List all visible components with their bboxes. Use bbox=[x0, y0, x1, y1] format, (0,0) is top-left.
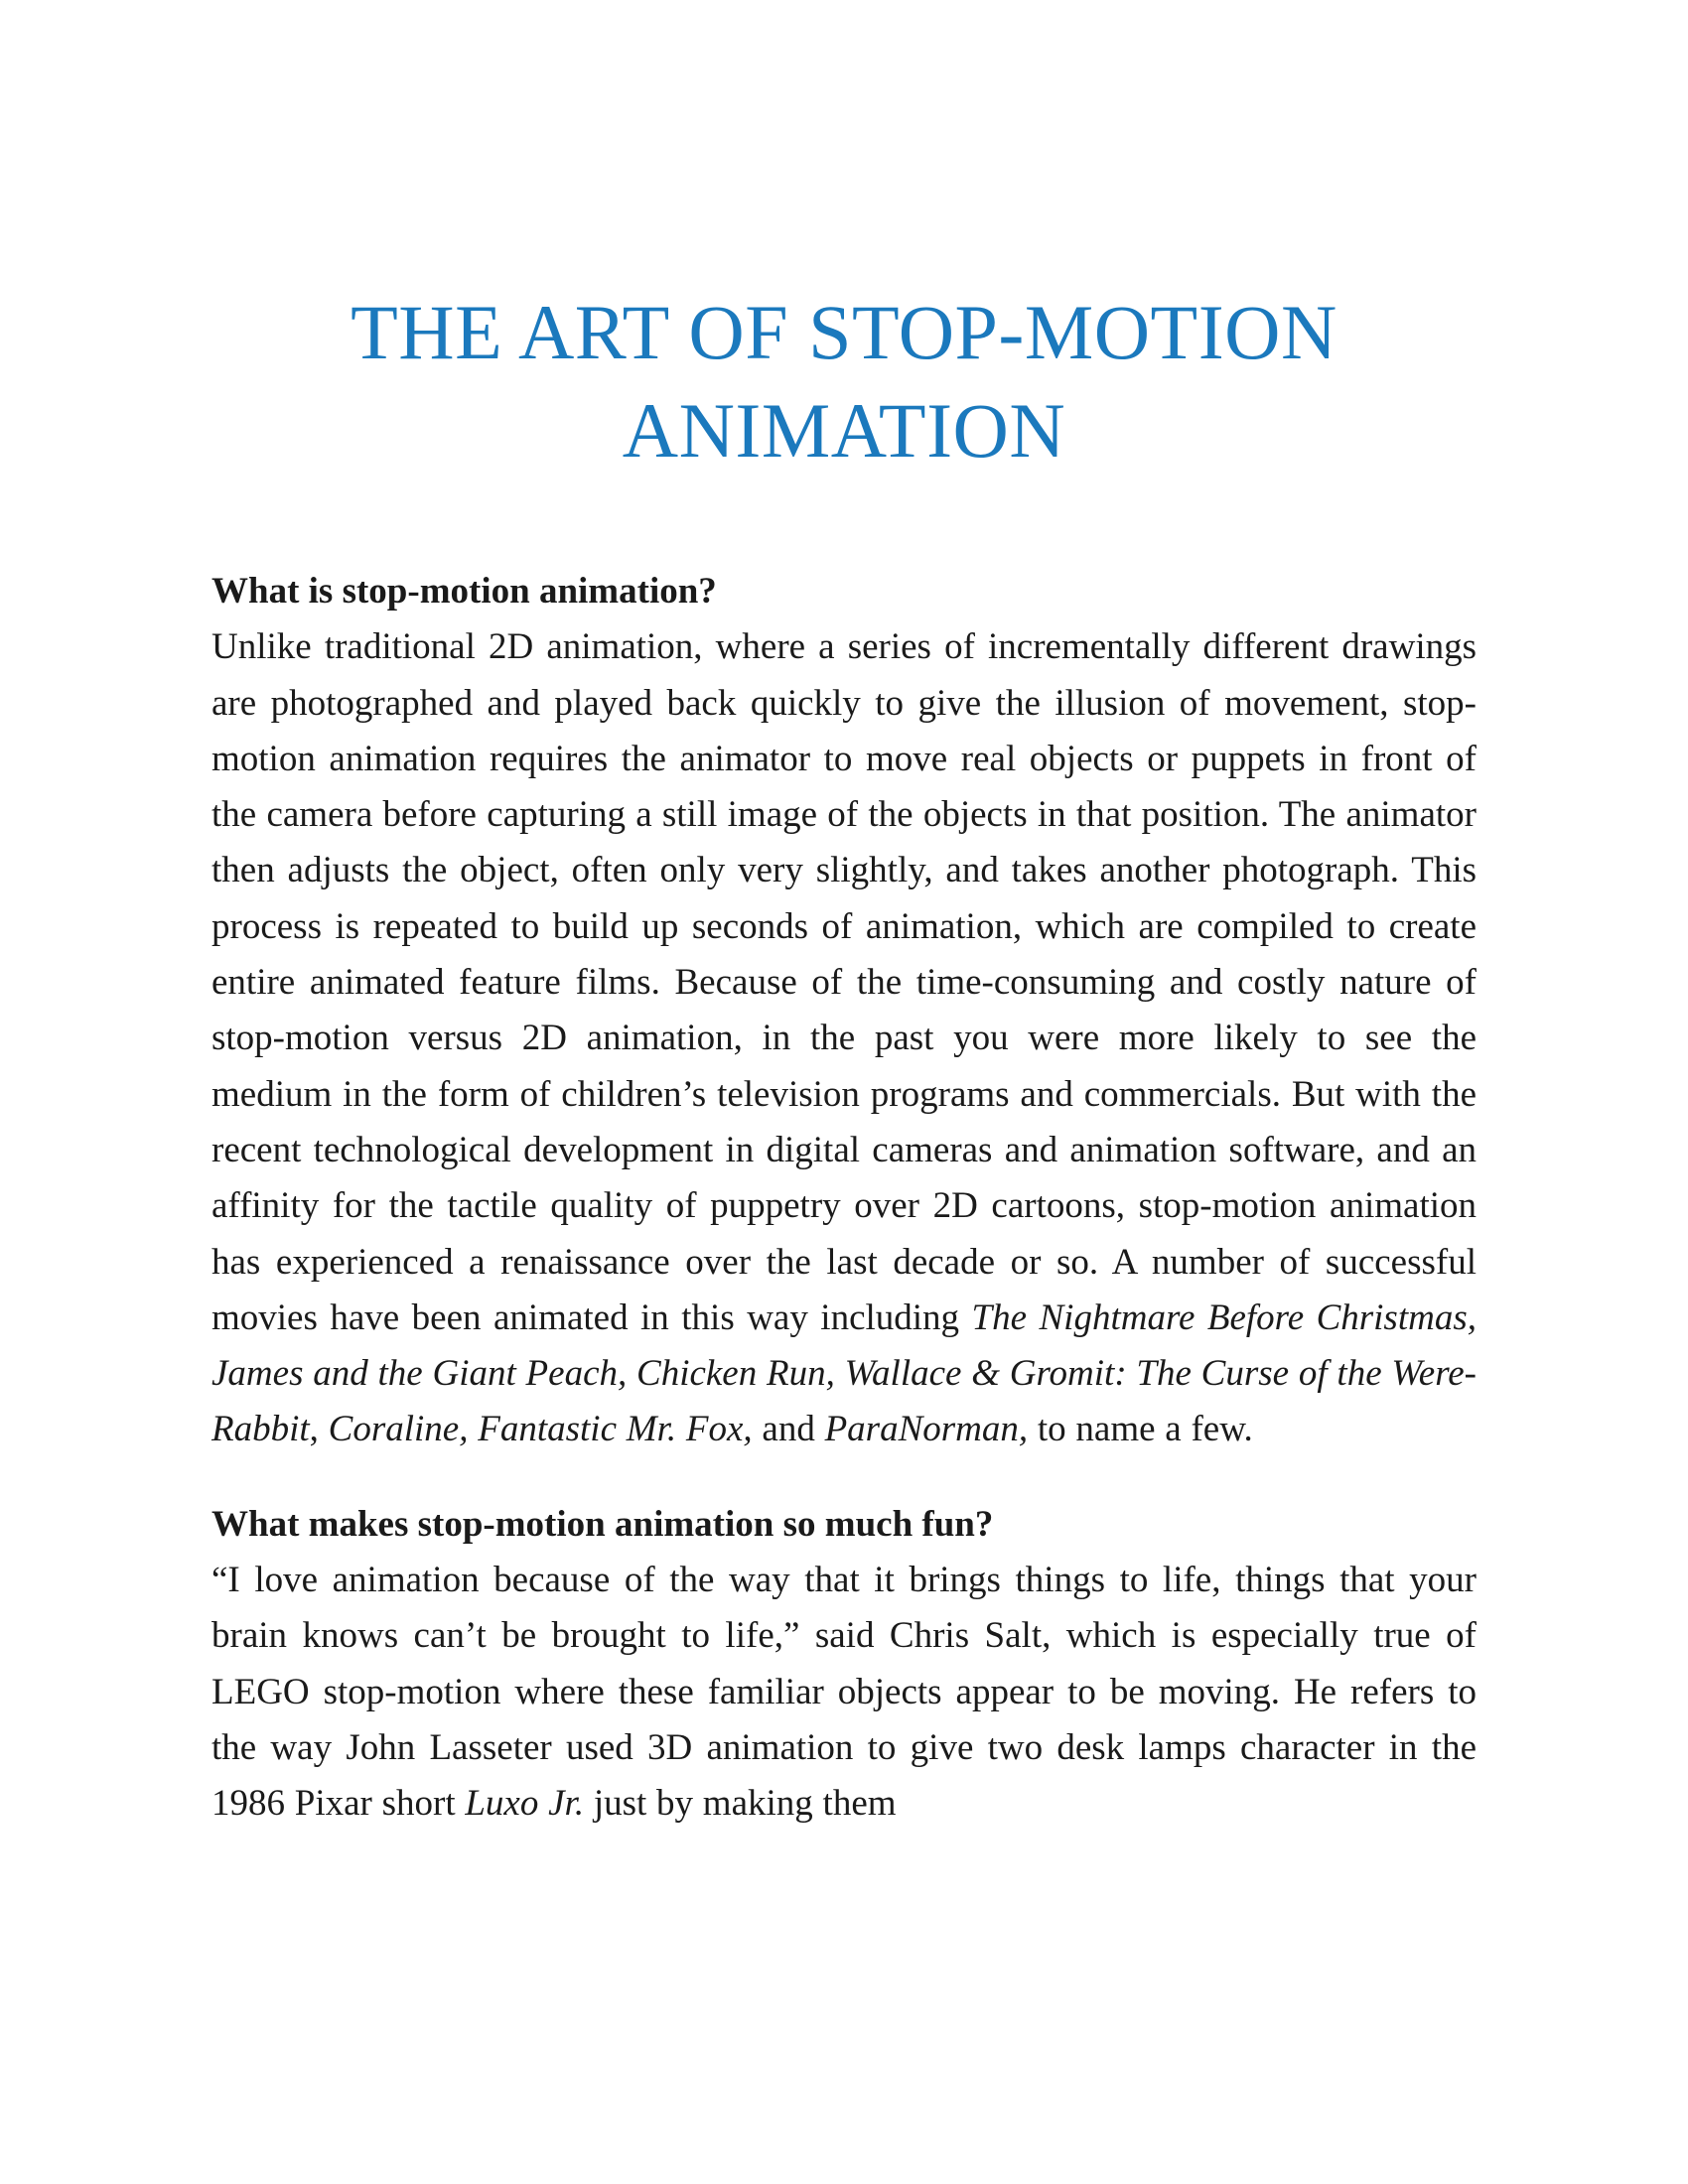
section-heading: What makes stop-motion animation so much fun? bbox=[211, 1503, 994, 1545]
section-paragraph bbox=[211, 1553, 1477, 1832]
film-title-fantastic-mr-fox: Fantastic Mr. Fox, bbox=[478, 1409, 753, 1450]
separator-text bbox=[468, 1409, 478, 1449]
paragraph-text: “I love animation because of the way that it brings things to life, things that your brain knows can’t be brought to life,” said Chris Salt, which is especially true of LEGO stop-motion where these familiar objects appear to be moving. He refers to the way John Lasseter used 3D animation to give two desk lamps character in the 1986 Pixar short bbox=[211, 1560, 1477, 1825]
section-paragraph bbox=[211, 619, 1477, 1457]
paragraph-text-end: just by making them bbox=[584, 1783, 897, 1825]
separator-text: , bbox=[309, 1409, 329, 1450]
paragraph-text-end: to name a few. bbox=[1028, 1409, 1253, 1450]
page-title bbox=[199, 283, 1489, 479]
paragraph-text: Unlike traditional 2D animation, where a series of incrementally different drawings are photographed and played back quickly to give the illusion of movement, stop-motion animation requires the animator to move real objects or puppets in front of the camera before capturing a still image of the objects in that position. The animator then adjusts the object, often only very slightly, and takes another photograph. This process is repeated to build up seconds of animation, which are compiled to create entire animated feature films. Because of the time-consuming and costly nature of stop-motion versus 2D animation, in the past you were more likely to see the medium in the form of children’s television programs and commercials. But with the recent technological development in digital cameras and animation software, and an affinity for the tactile quality of puppetry over 2D cartoons, stop-motion animation has experienced a renaissance over the last decade or so. A number of successful movies have been animated in this way including bbox=[211, 626, 1477, 1338]
film-title-paranorman: ParaNorman, bbox=[824, 1409, 1029, 1450]
article-body bbox=[211, 564, 1477, 1871]
film-title-luxo-jr: Luxo Jr. bbox=[465, 1783, 585, 1825]
separator-text: and bbox=[752, 1409, 825, 1450]
title-line-2: ANIMATION bbox=[622, 387, 1066, 474]
section-heading: What is stop-motion animation? bbox=[211, 571, 717, 612]
film-title-coraline: Coraline, bbox=[328, 1409, 469, 1450]
title-line-1: THE ART OF STOP-MOTION bbox=[351, 289, 1337, 375]
section-fun bbox=[211, 1497, 1477, 1833]
section-what-is bbox=[211, 564, 1477, 1458]
film-titles-italic: The Nightmare Before Christmas, James and the Giant Peach, Chicken Run, Wallace & Gromit: The Curse of the Were-Rabbit bbox=[211, 1297, 1477, 1450]
